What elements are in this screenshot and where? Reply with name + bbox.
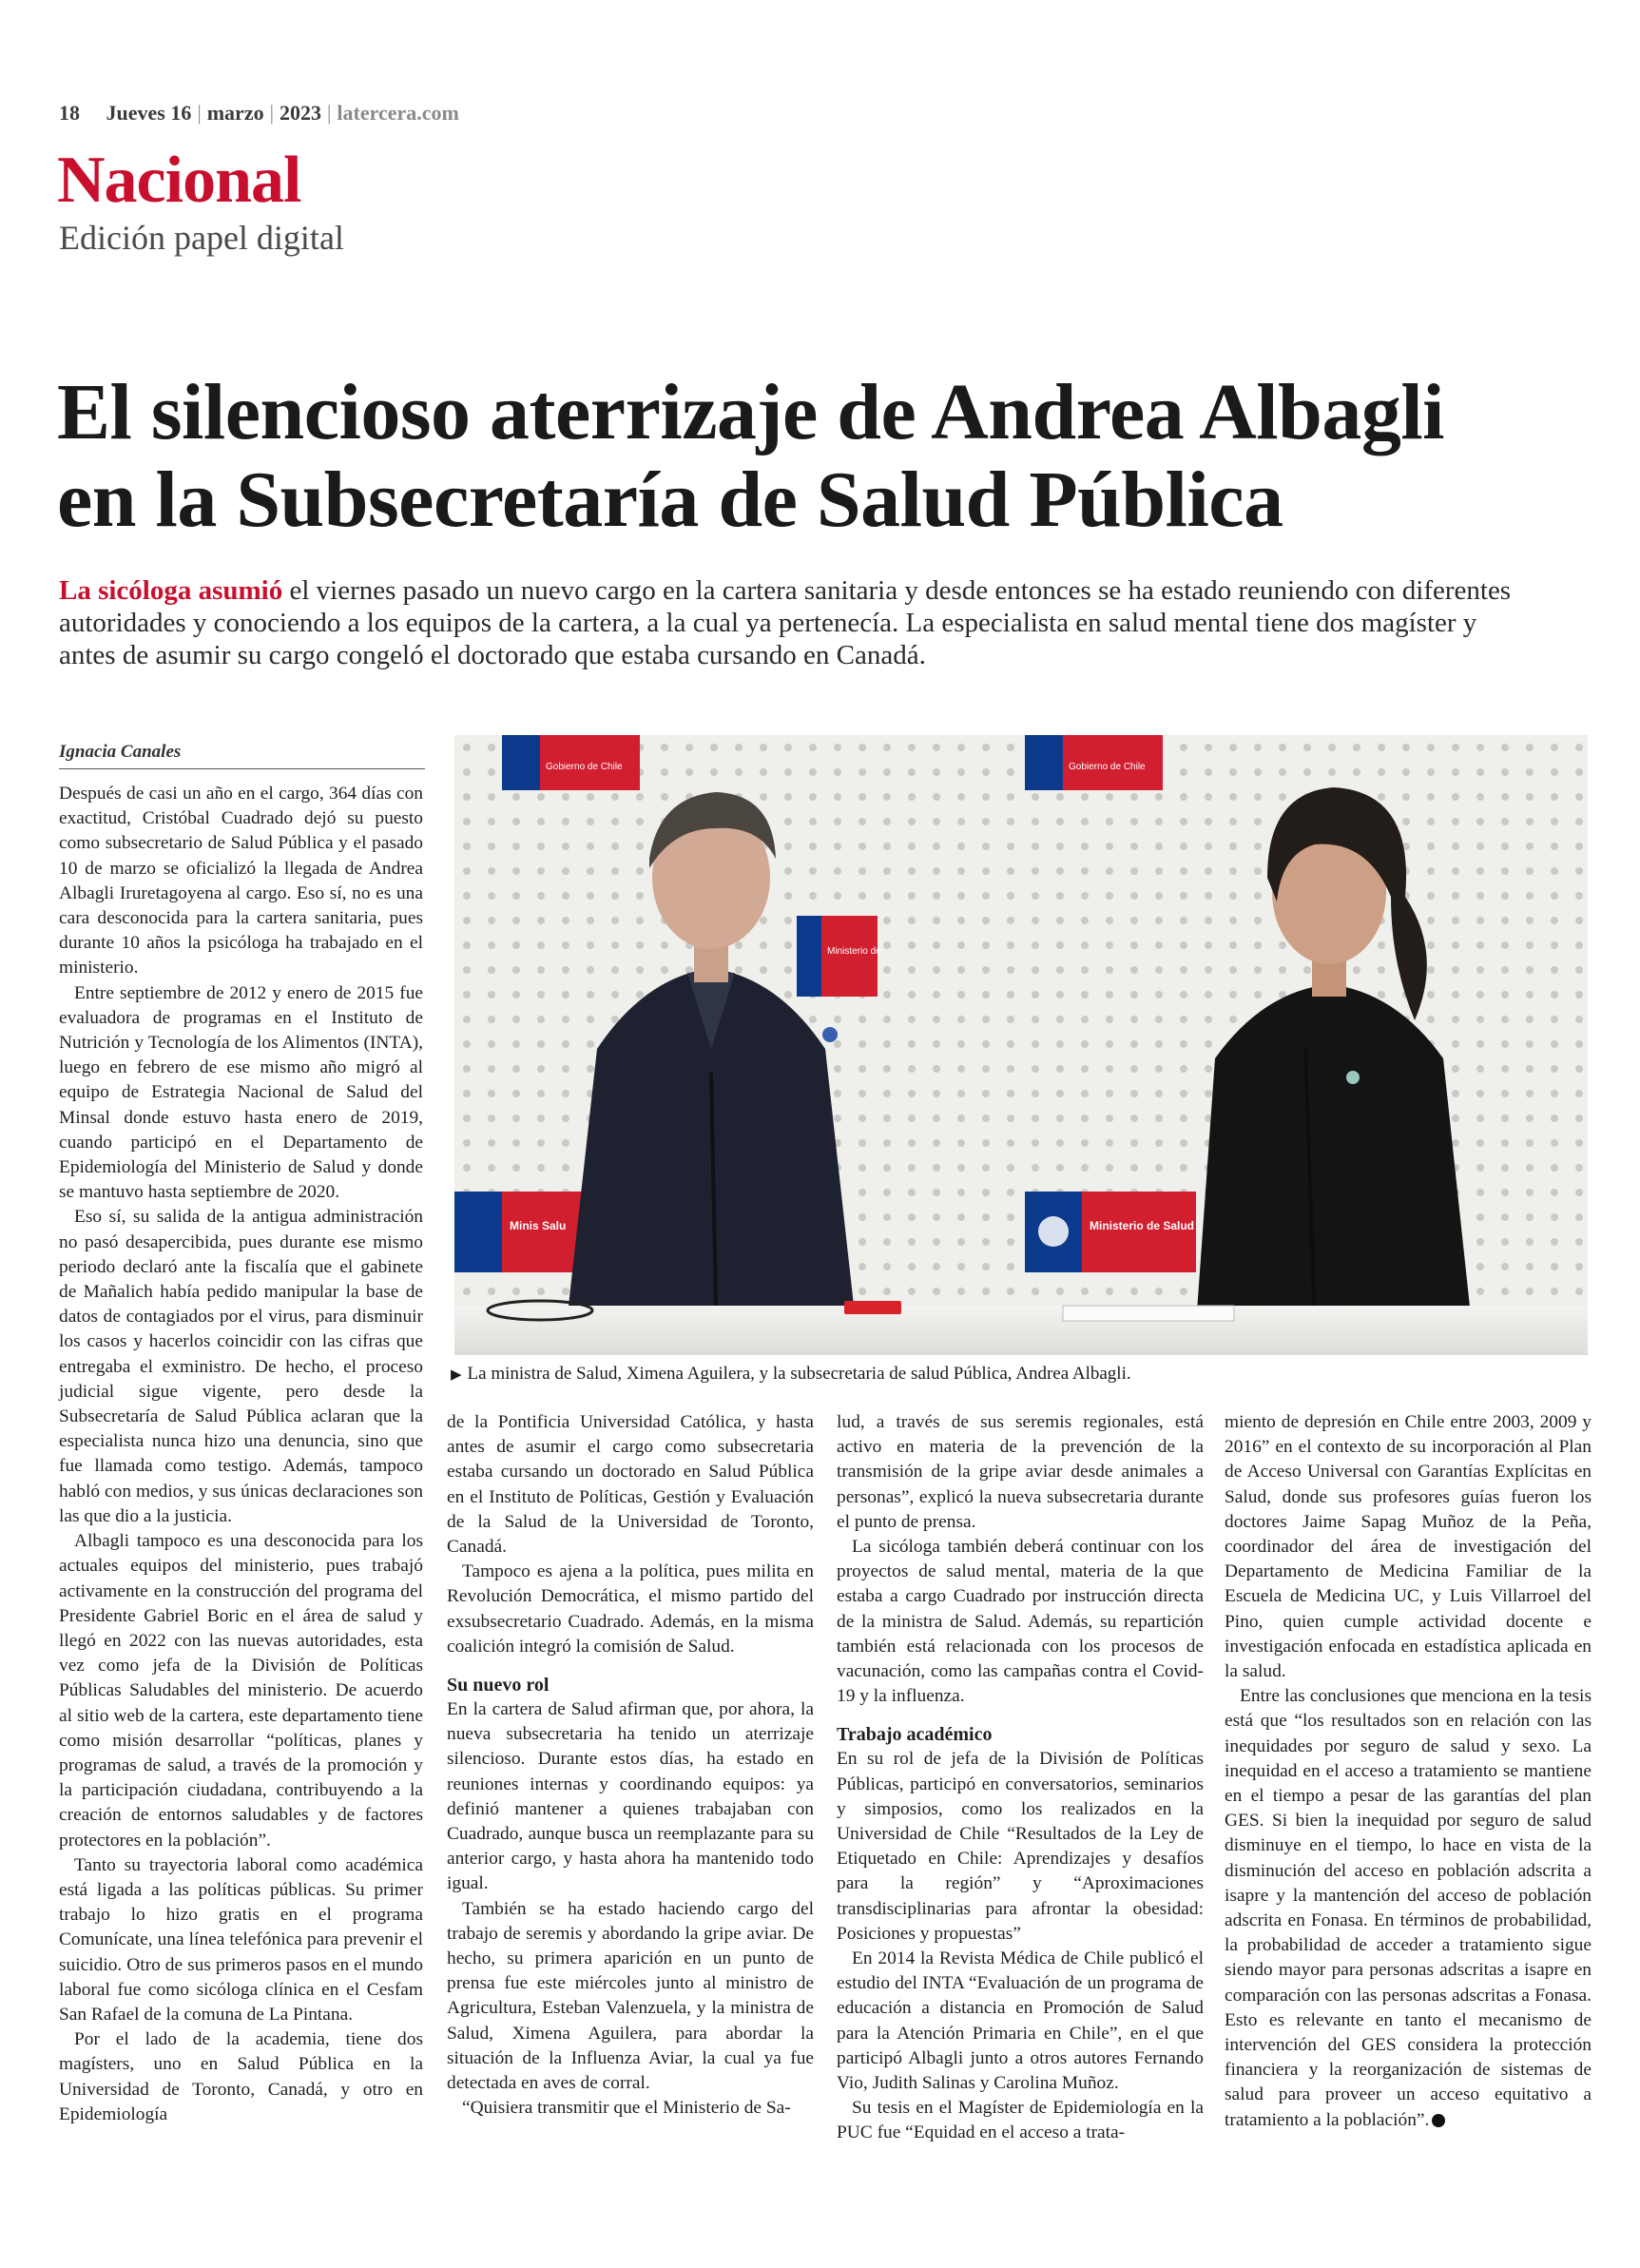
photo-caption	[451, 1364, 1592, 1385]
gobierno-logo-left	[502, 735, 640, 790]
press-conference-illustration	[454, 735, 1588, 1355]
article-photo	[454, 735, 1588, 1355]
section-title: Nacional	[57, 144, 301, 217]
date-day: Jueves 16	[106, 101, 192, 125]
conference-table	[454, 1306, 1588, 1355]
paragraph-text: Entre las conclusiones que menciona en la tesis está que “los resultados son en relación con las inequidades por seguro de salud y sexo. La inequidad en el acceso a tratamiento se mantiene en el tiempo a pesar de las garantías del plan GES. Si bien la inequidad por seguro de salud disminuye en el tiempo, lo hace en vista de la disminución del acceso en población adscrita a isapre y la mantención del acceso de población adscrita en Fonasa. En términos de probabilidad, la probabilidad de acceder a tratamiento sigue siendo mayor para personas adscritas a isapre en comparación con las personas adscritas a Fonasa. Esto es relevante en tanto el mecanismo de intervención del GES considera la protección financiera y la reorganización de sistemas de salud para proveer un acceso equitativo a tratamiento a la población”.	[1225, 1686, 1592, 2130]
plaque-center-label: Ministerio de	[827, 946, 881, 957]
subheading-trabajo-academico: Trabajo académico	[837, 1724, 993, 1746]
paragraph: miento de depresión en Chile entre 2003, 2009 y 2016” en el contexto de su incorporación al Plan de Acceso Universal con Garantías Explícitas en Salud, donde sus profesores guías fueron los doctores Jaime Sapag Muñoz de la Peña, coordinador del área de investigación del Departamento de Medicina Familiar de la Escuela de Medicina UC, y Luis Villarroel del Pino, quien cumple actividad docente e investigación enfocada en estadística aplicada en la salud.	[1225, 1412, 1592, 1682]
ministerio-plaque-left	[454, 1192, 592, 1272]
paragraph: lud, a través de sus seremis regionales, está activo en materia de la prevención de la transmisión de la gripe aviar desde animales a personas”, explicó la nueva subsecretaria durante el punto de prensa.	[837, 1412, 1204, 1532]
end-of-article-icon	[1432, 2114, 1445, 2127]
ministerio-plaque-right	[1025, 1192, 1196, 1272]
site-link[interactable]: latercera.com	[337, 101, 459, 125]
paragraph: En su rol de jefa de la División de Políticas Públicas, participó en conversatorios, seminarios y simposios, como los realizados en la Universidad de Chile “Resultados de la Ley de Etiquetado en Chile: Aprendizajes y desafíos para la región” y “Aproximaciones transdisciplinarias para afrontar la obesidad: Posiciones y propuestas”	[837, 1749, 1204, 1944]
red-phone	[844, 1301, 901, 1314]
paragraph: En 2014 la Revista Médica de Chile publicó el estudio del INTA “Evaluación de un programa de educación a distancia en Promoción de Salud para la Atención Primaria en Chile”, en el que participó Albagli junto a otros autores Fernando Vio, Judith Salinas y Carolina Muñoz.	[837, 1948, 1204, 2094]
gobierno-label-right: Gobierno de Chile	[1069, 762, 1146, 772]
date-month: marzo	[206, 101, 264, 125]
article-column-2	[447, 1410, 814, 2121]
lead-highlight: La sicóloga asumió	[59, 575, 283, 606]
paragraph: “Quisiera transmitir que el Ministerio de Sa-	[462, 2098, 791, 2119]
paragraph: Tampoco es ajena a la política, pues milita en Revolución Democrática, el mismo partido del exsubsecretario Cuadrado. Además, en la misma coalición integró la comisión de Salud.	[447, 1561, 814, 1657]
caption-marker-icon: ▶	[451, 1367, 462, 1383]
paragraph: de la Pontificia Universidad Católica, y hasta antes de asumir el cargo como subsecretaria estaba cursando un doctorado en Salud Pública en el Instituto de Políticas, Gestión y Evaluación de la Salud de la Universidad de Toronto, Canadá.	[447, 1412, 814, 1558]
paragraph: Después de casi un año en el cargo, 364 días con exactitud, Cristóbal Cuadrado dejó su puesto como subsecretario de Salud Pública y el pasado 10 de marzo se oficializó la llegada de Andrea Albagli Iruretagoyena al cargo. Eso sí, no es una cara desconocida para la cartera sanitaria, pues durante 10 años la psicóloga ha trabajado en el ministerio.	[59, 784, 423, 979]
article-lead	[59, 574, 1523, 671]
date-year: 2023	[280, 101, 321, 125]
paragraph: En la cartera de Salud afirman que, por ahora, la nueva subsecretaria ha tenido un aterrizaje silencioso. Durante estos días, ha estado en reuniones internas y coordinando equipos: ya definió mantener a quienes trabajaban con Cuadrado, aunque busca un reemplazante para su anterior cargo, y hasta ahora ha mantenido todo igual.	[447, 1699, 814, 1894]
paragraph	[1225, 1684, 1592, 2133]
edition-subtitle: Edición papel digital	[59, 219, 344, 257]
headline-line-1: El silencioso aterrizaje de Andrea Albagli	[57, 368, 1445, 456]
paragraph: Albagli tampoco es una desconocida para los actuales equipos del ministerio, pues trabajó activamente en la construcción del programa del Presidente Gabriel Boric en el área de salud y llegó en 2022 con las nuevas autoridades, esta vez como jefa de la División de Políticas Públicas Saludables del ministerio. De acuerdo al sitio web de la cartera, este departamento tiene como misión desarrollar “políticas, planes y programas de salud, a través de la promoción y la participación ciudadana, contribuyendo a la creación de entornos saludables y de factores protectores en la población”.	[59, 1531, 423, 1851]
paragraph: Entre septiembre de 2012 y enero de 2015 fue evaluadora de programas en el Instituto de Nutrición y Tecnología de los Alimentos (INTA), luego en febrero de ese mismo año migró al equipo de Estrategia Nacional de Salud del Minsal donde estuvo hasta enero de 2019, cuando participó en el Departamento de Epidemiología del Ministerio de Salud y donde se mantuvo hasta septiembre de 2020.	[59, 982, 423, 1203]
byline: Ignacia Canales	[59, 742, 425, 769]
article-column-1	[59, 782, 423, 2127]
ministerio-plaque-center	[797, 916, 881, 997]
article-column-4	[1225, 1410, 1592, 2133]
article-column-3	[837, 1410, 1204, 2146]
subheading-nuevo-rol: Su nuevo rol	[447, 1675, 550, 1696]
paragraph: Tanto su trayectoria laboral como académica está ligada a las políticas públicas. Su primer trabajo lo hizo gratis en el programa Comunícate, una línea telefónica para prevenir el suicidio. Otro de sus primeros pasos en el mundo laboral fue como sicóloga clínica en el Cesfam San Rafael de la comuna de La Pintana.	[59, 1854, 423, 2025]
caption-text: La ministra de Salud, Ximena Aguilera, y la subsecretaria de salud Pública, Andrea Albagli.	[467, 1364, 1131, 1384]
paragraph: Su tesis en el Magíster de Epidemiología en la PUC fue “Equidad en el acceso a trata-	[837, 2098, 1204, 2143]
paragraph: También se ha estado haciendo cargo del trabajo de seremis y abordando la gripe aviar. De hecho, su primera aparición en un punto de prensa fue este miércoles junto al ministro de Agricultura, Esteban Valenzuela, y la ministra de Salud, Ximena Aguilera, para abordar la situación de la Influenza Aviar, la cual ya fue detectada en aves de corral.	[447, 1898, 814, 2094]
paragraph: La sicóloga también deberá continuar con los proyectos de salud mental, materia de la que estaba a cargo Cuadrado por instrucción directa de la ministra de Salud. Además, su repartición también está relacionada con los procesos de vacunación, como las campañas contra el Covid-19 y la influenza.	[837, 1537, 1204, 1707]
paragraph: Por el lado de la academia, tiene dos magísters, uno en Salud Pública en la Universidad de Toronto, Canadá, y otro en Epidemiología	[59, 2029, 423, 2124]
page-number: 18	[59, 101, 80, 125]
gobierno-label-left: Gobierno de Chile	[546, 762, 623, 772]
paragraph: Eso sí, su salida de la antigua administración no pasó desapercibida, pues durante ese mismo periodo declaró ante la fiscalía que el gabinete de Mañalich había pedido manipular la base de datos de contagiados por el virus, para disminuir los casos y hacerlos coincidir con las cifras que entregaba el exministro. De hecho, el proceso judicial sigue vigente, pero desde la Subsecretaría de Salud Pública aclaran que la especialista nunca hizo una denuncia, sino que fue llamada como testigo. Además, tampoco habló con medios, y sus únicas declaraciones son las que dio a la justicia.	[59, 1207, 423, 1526]
headline-line-2: en la Subsecretaría de Salud Pública	[57, 456, 1283, 544]
plaque-left-label: Minis Salu	[510, 1219, 567, 1232]
masthead: 18 Jueves 16 | marzo | 2023 | latercera.com	[59, 101, 459, 125]
lead-text: el viernes pasado un nuevo cargo en la cartera sanitaria y desde entonces se ha estado reuniendo con diferentes autoridades y conociendo a los equipos de la cartera, a la cual ya pertenecía. La especialista en salud mental tiene dos magíster y antes de asumir su cargo congeló el doctorado que estaba cursando en Canadá.	[59, 575, 1512, 670]
papers	[1063, 1306, 1234, 1321]
plaque-right-label: Ministerio de Salud	[1090, 1219, 1195, 1232]
gobierno-logo-right	[1025, 735, 1163, 790]
headline	[57, 369, 1597, 544]
